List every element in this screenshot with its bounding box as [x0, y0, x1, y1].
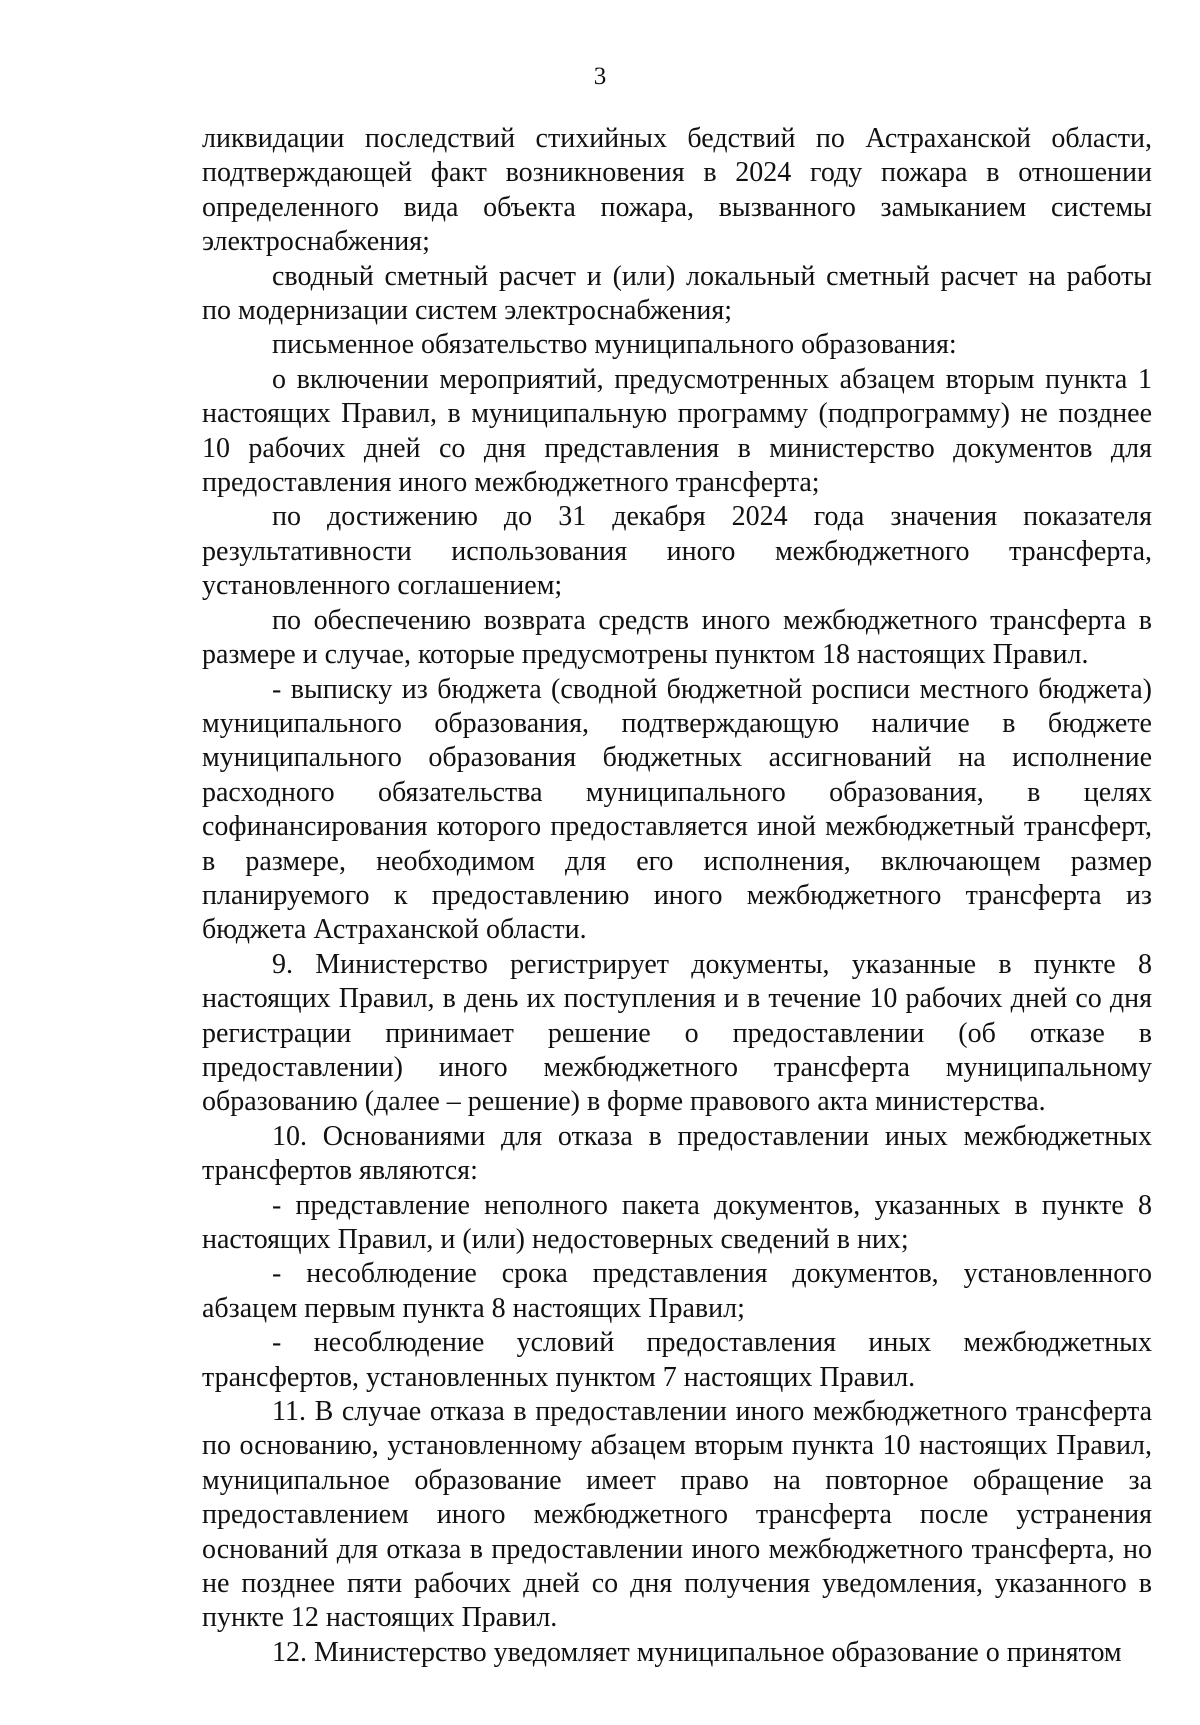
paragraph-conditions-violation: - несоблюдение условий предоставления иных межбюджетных трансфертов, установленных пунктом 7 настоящих Правил.: [202, 1327, 1152, 1393]
paragraph-budget-extract: - выписку из бюджета (сводной бюджетной росписи местного бюджета) муниципального образования, подтверждающую наличие в бюджете муниципального образования бюджетных ассигнований на исполнение расходного обязательства муниципального образования, в целях софинансирования которого предоставляется иной межбюджетный трансферт, в размере, необходимом для его исполнения, включающем размер планируемого к предоставлению иного межбюджетного трансферта из бюджета Астраханской области.: [202, 673, 1152, 946]
paragraph-item-9: 9. Министерство регистрирует документы, указанные в пункте 8 настоящих Правил, в день их поступления и в течение 10 рабочих дней со дня регистрации принимает решение о предоставлении (об отказе в предоставлении) иного межбюджетного трансферта муниципальному образованию (далее – решение) в форме правового акта министерства.: [202, 948, 1152, 1118]
paragraph-written-obligation: письменное обязательство муниципального образования:: [272, 329, 957, 361]
paragraph-indicator-achievement: по достижению до 31 декабря 2024 года значения показателя результативности использования иного межбюджетного трансферта, установленного соглашением;: [202, 501, 1152, 602]
paragraph-incomplete-documents: - представление неполного пакета документов, указанных в пункте 8 настоящих Правил, и (или) недостоверных сведений в них;: [202, 1189, 1152, 1255]
paragraph-item-10: 10. Основаниями для отказа в предоставлении иных межбюджетных трансфертов являются:: [202, 1120, 1152, 1187]
paragraph-item-11: 11. В случае отказа в предоставлении иного межбюджетного трансферта по основанию, установленному абзацем вторым пункта 10 настоящих Правил, муниципальное образование имеет право на повторное обращение за предоставлением иного межбюджетного трансферта после устранения оснований для отказа в предоставлении иного межбюджетного трансферта, но не позднее пяти рабочих дней со дня получения уведомления, указанного в пункте 12 настоящих Правил.: [202, 1396, 1152, 1634]
paragraph-deadline-violation: - несоблюдение срока представления документов, установленного абзацем первым пункта 8 настоящих Правил;: [202, 1258, 1152, 1324]
paragraph-funds-return: по обеспечению возврата средств иного межбюджетного трансферта в размере и случае, которые предусмотрены пунктом 18 настоящих Правил.: [202, 604, 1152, 671]
paragraph-estimate: сводный сметный расчет и (или) локальный сметный расчет на работы по модернизации систем электроснабжения;: [202, 260, 1152, 327]
document-body: [202, 122, 1152, 1670]
paragraph-inclusion-activities: о включении мероприятий, предусмотренных абзацем вторым пункта 1 настоящих Правил, в муниципальную программу (подпрограмму) не позднее 10 рабочих дней со дня представления в министерство документов для предоставления иного межбюджетного трансферта;: [202, 363, 1152, 499]
page-number: 3: [593, 63, 607, 90]
paragraph-continuation: ликвидации последствий стихийных бедствий по Астраханской области, подтверждающей факт возникновения в 2024 году пожара в отношении определенного вида объекта пожара, вызванного замыканием системы электроснабжения;: [202, 123, 1152, 258]
paragraph-item-12: 12. Министерство уведомляет муниципальное образование о принятом: [272, 1636, 1122, 1668]
